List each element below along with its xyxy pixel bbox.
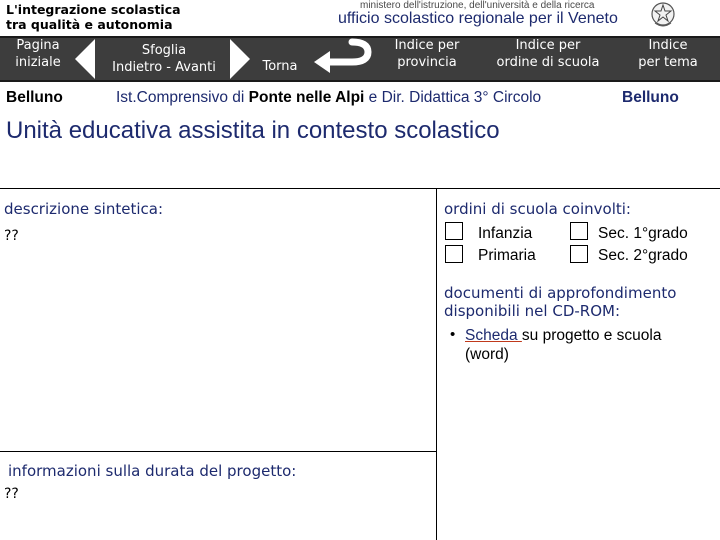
browse-label-line2: Indietro - Avanti [112, 60, 216, 75]
documents-label-line1: documenti di approfondimento [444, 284, 677, 302]
return-arrow-icon[interactable] [310, 38, 372, 76]
next-arrow-icon[interactable] [230, 39, 250, 79]
divider-top [0, 188, 720, 189]
province-left: Belluno [6, 89, 63, 106]
school-prefix: Ist.Comprensivo di [116, 89, 249, 106]
by-school-line2: ordine di scuola [496, 55, 600, 70]
browse-label-line1: Sfoglia [141, 43, 187, 58]
by-topic-line2: per tema [638, 55, 698, 70]
by-school-line1: Indice per [515, 38, 581, 53]
by-province-line2: provincia [397, 55, 457, 70]
duration-value: ?? [4, 486, 19, 502]
office-name: ufficio scolastico regionale per il Veneto [338, 10, 618, 27]
scheda-link[interactable]: Scheda [465, 327, 522, 344]
document-format: (word) [465, 346, 509, 363]
school-place: Ponte nelle Alpi [248, 89, 365, 106]
divider-vertical [436, 188, 437, 540]
checkbox-primaria[interactable] [445, 245, 463, 263]
school-name [116, 89, 541, 107]
browse-label [100, 42, 228, 76]
home-label-line1: Pagina [16, 38, 60, 53]
school-orders-label: ordini di scuola coinvolti: [444, 200, 631, 218]
description-value: ?? [4, 228, 19, 244]
documents-label [444, 284, 676, 320]
ministry-name: ministero dell'istruzione, dell'università e della ricerca [360, 0, 595, 11]
description-label: descrizione sintetica: [4, 200, 164, 218]
checkbox-infanzia[interactable] [445, 222, 463, 240]
document-text: su progetto e scuola [521, 327, 662, 344]
duration-label: informazioni sulla durata del progetto: [8, 462, 297, 480]
checkbox-sec1[interactable] [570, 222, 588, 240]
document-item [465, 326, 715, 364]
by-province-line1: Indice per [394, 38, 460, 53]
app-title [6, 2, 181, 32]
emblem-icon [650, 1, 676, 29]
app-title-line1: L'integrazione scolastica [6, 2, 181, 17]
document-bullet: • [450, 326, 456, 343]
sec2-label: Sec. 2°grado [598, 247, 688, 264]
documents-label-line2: disponibili nel CD-ROM: [444, 302, 621, 320]
checkbox-sec2[interactable] [570, 245, 588, 263]
app-title-line2: tra qualità e autonomia [6, 17, 173, 32]
divider-left-bottom [0, 451, 436, 452]
school-suffix: e Dir. Didattica 3° Circolo [364, 89, 542, 106]
by-topic-line1: Indice [648, 38, 688, 53]
previous-arrow-icon[interactable] [75, 39, 95, 79]
sec1-label: Sec. 1°grado [598, 225, 688, 242]
primaria-label: Primaria [478, 247, 536, 264]
province-right: Belluno [622, 89, 679, 106]
home-label-line2: iniziale [15, 55, 61, 70]
index-by-school-order-button[interactable] [486, 37, 610, 71]
back-button[interactable]: Torna [262, 59, 298, 74]
index-by-topic-button[interactable] [632, 37, 704, 71]
home-button[interactable] [6, 37, 70, 71]
index-by-province-button[interactable] [386, 37, 468, 71]
page-title: Unità educativa assistita in contesto scolastico [6, 117, 500, 144]
infanzia-label: Infanzia [478, 225, 533, 242]
